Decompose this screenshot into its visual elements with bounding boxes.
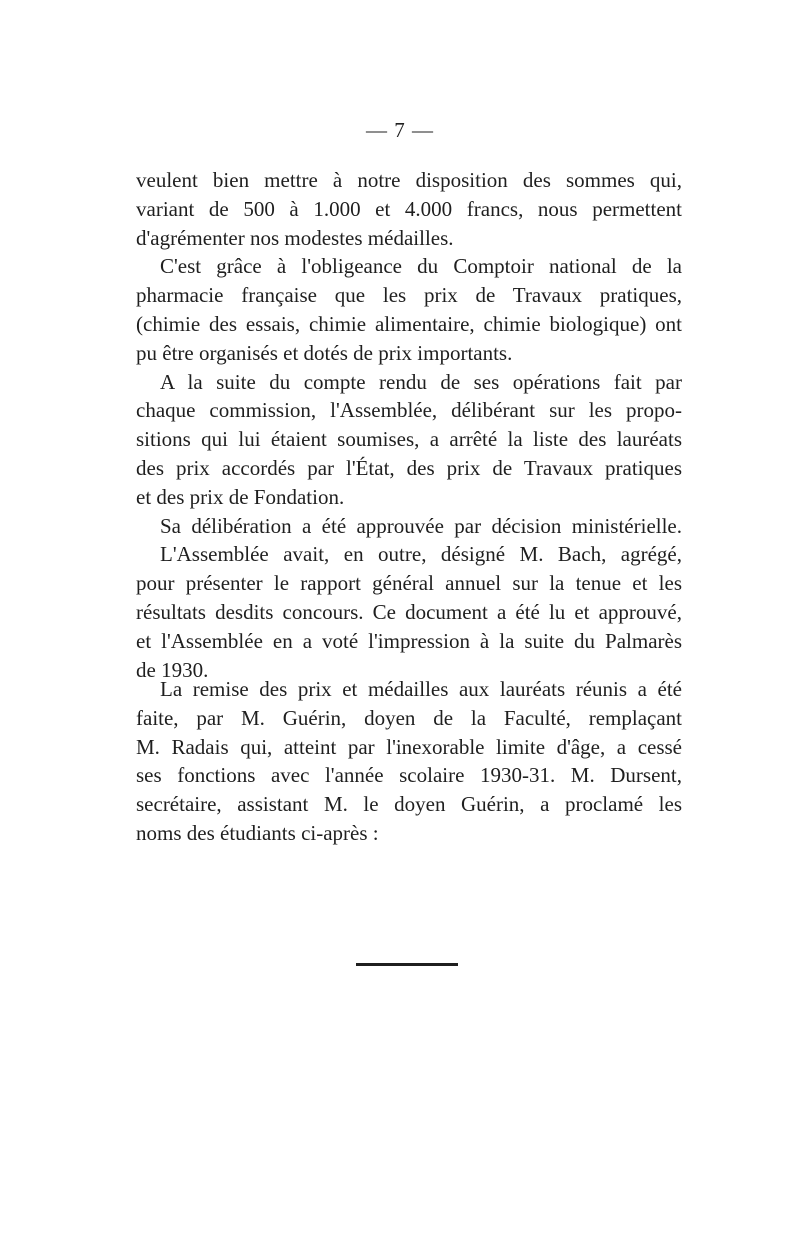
text-line: pour présenter le rapport général annuel sur la tenue et les [136, 571, 682, 596]
text-line: Sa délibération a été approuvée par décision ministérielle. [160, 513, 682, 538]
text-line: sitions qui lui étaient soumises, a arrêté la liste des lauréats [136, 427, 682, 452]
text-line: C'est grâce à l'obligeance du Comptoir national de la [160, 254, 682, 279]
text-line: et des prix de Fondation. [136, 484, 345, 509]
text-line: M. Radais qui, atteint par l'inexorable limite d'âge, a cessé [136, 734, 682, 759]
text-line: de 1930. [136, 657, 209, 682]
text-line: pu être organisés et dotés de prix importants. [136, 340, 513, 365]
page-number: — 7 — [366, 118, 434, 142]
text-line: et l'Assemblée en a voté l'impression à la suite du Palmarès [136, 628, 682, 653]
text-line: noms des étudiants ci-après : [136, 820, 379, 845]
paragraph-block-1 [136, 166, 682, 684]
section-divider [356, 963, 458, 966]
text-line: L'Assemblée avait, en outre, désigné M. Bach, agrégé, [160, 542, 682, 567]
text-line: ses fonctions avec l'année scolaire 1930-31. M. Dursent, [136, 763, 682, 788]
text-line: résultats desdits concours. Ce document a été lu et approuvé, [136, 599, 682, 624]
text-line: secrétaire, assistant M. le doyen Guérin, a proclamé les [136, 792, 682, 817]
paragraph-block-2 [136, 675, 682, 848]
text-line: faite, par M. Guérin, doyen de la Faculté, remplaçant [136, 705, 682, 730]
text-line: d'agrémenter nos modestes médailles. [136, 225, 454, 250]
text-line: (chimie des essais, chimie alimentaire, chimie biologique) ont [136, 311, 682, 336]
text-line: veulent bien mettre à notre disposition des sommes qui, [136, 168, 682, 192]
text-line: pharmacie française que les prix de Travaux pratiques, [136, 283, 682, 308]
text-line: variant de 500 à 1.000 et 4.000 francs, nous permettent [136, 196, 682, 221]
text-line: des prix accordés par l'État, des prix de Travaux pratiques [136, 455, 682, 480]
text-line: La remise des prix et médailles aux lauréats réunis a été [160, 677, 682, 701]
text-line: A la suite du compte rendu de ses opérations fait par [160, 369, 682, 394]
text-line: chaque commission, l'Assemblée, délibérant sur les propo- [136, 398, 682, 423]
